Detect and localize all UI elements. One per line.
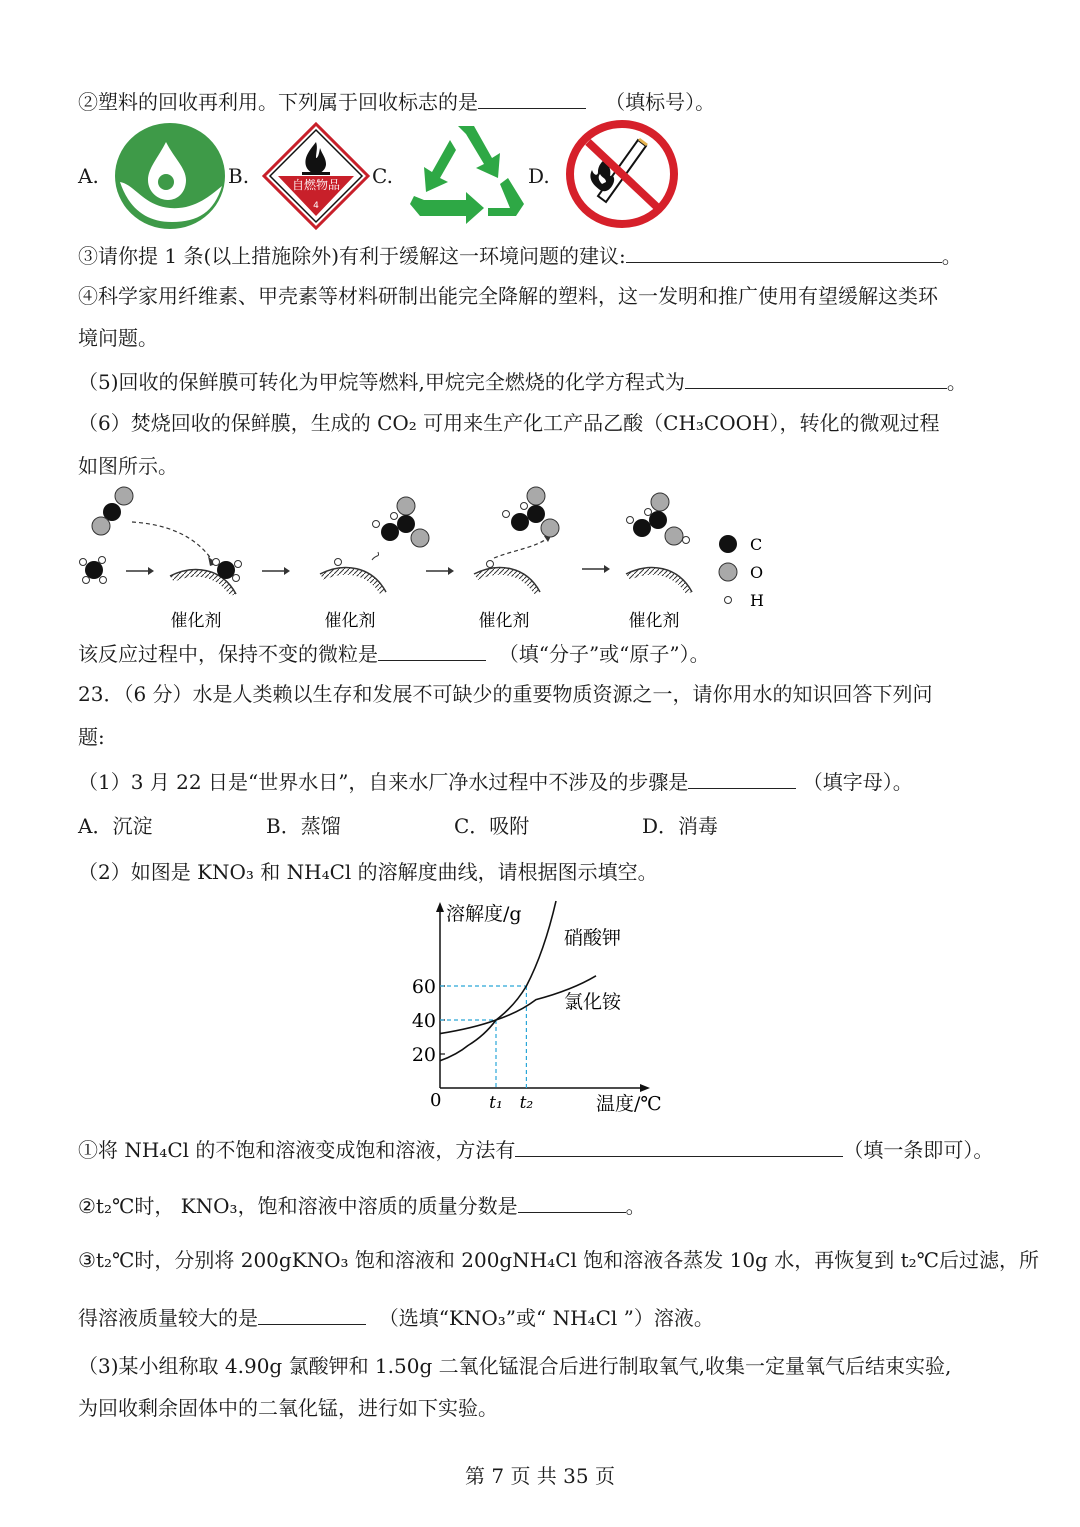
item4-line2: 境问题。 xyxy=(78,326,158,350)
s3-line2 xyxy=(78,1302,714,1332)
catalyst-surface-2 xyxy=(320,497,429,594)
q6-question: 该反应过程中，保持不变的微粒是 xyxy=(78,642,378,666)
q23-p1-hint: （填字母）。 xyxy=(802,770,913,794)
item2-hint: （填标号）。 xyxy=(605,90,716,114)
atom-legend xyxy=(719,535,764,610)
q6-hint: （填“分子”或“原子”）。 xyxy=(498,642,710,666)
no-fire-icon xyxy=(566,120,678,228)
y-tick-label: 60 xyxy=(411,976,436,998)
s1-text: ①将 NH₄Cl 的不饱和溶液变成饱和溶液，方法有 xyxy=(78,1138,516,1162)
s1-line xyxy=(78,1134,993,1164)
s2-line xyxy=(78,1190,646,1220)
answer-blank[interactable] xyxy=(626,240,942,263)
option-c-letter: C. xyxy=(372,164,393,188)
p1-option-d: D．消毒 xyxy=(642,814,719,838)
x-axis-label: 温度/℃ xyxy=(596,1093,662,1115)
option-b-letter: B. xyxy=(228,164,250,188)
answer-blank[interactable] xyxy=(515,1134,843,1157)
q6-line1: （6）焚烧回收的保鲜膜，生成的 CO₂ 可用来生产化工产品乙酸（CH₃COOH），转化的微观过程 xyxy=(78,411,940,435)
option-a-letter: A. xyxy=(78,164,99,188)
answer-blank[interactable] xyxy=(518,1190,626,1213)
catalyst-label: 催化剂 xyxy=(170,611,222,631)
item3-text: ③请你提 1 条(以上措施除外)有利于缓解这一环境问题的建议: xyxy=(78,244,626,268)
origin-label: 0 xyxy=(430,1090,442,1111)
catalyst-label: 催化剂 xyxy=(324,611,376,631)
x-axis-arrow xyxy=(640,1084,650,1092)
q6-question-line xyxy=(78,638,710,668)
catalyst-surface-4 xyxy=(626,493,692,594)
water-saving-icon xyxy=(114,122,226,230)
x-tick-label: t₁ xyxy=(489,1093,503,1113)
co2-molecule xyxy=(92,487,133,535)
x-tick-label: t₂ xyxy=(519,1093,534,1113)
item3-line xyxy=(78,240,962,270)
ch2-molecule xyxy=(80,557,107,584)
p1-option-c: C．吸附 xyxy=(454,814,530,838)
s3-text-b: （选填“KNO₃”或“ NH₄Cl ”）溶液。 xyxy=(378,1306,714,1330)
item3-end: 。 xyxy=(941,244,962,268)
s2-text: ②t₂℃时， KNO₃，饱和溶液中溶质的质量分数是 xyxy=(78,1194,518,1218)
q23-p2-line: （2）如图是 KNO₃ 和 NH₄Cl 的溶解度曲线，请根据图示填空。 xyxy=(78,860,658,884)
hazard-class-number: 4 xyxy=(313,201,319,211)
answer-blank[interactable] xyxy=(685,366,947,389)
y-axis-label: 溶解度/g xyxy=(446,903,522,925)
q23-p1-text: （1）3 月 22 日是“世界水日”，自来水厂净水过程中不涉及的步骤是 xyxy=(78,770,689,794)
series-nh4cl-label: 氯化铵 xyxy=(564,991,622,1013)
answer-blank[interactable] xyxy=(478,86,586,109)
answer-blank[interactable] xyxy=(688,766,796,789)
micro-process-diagram xyxy=(74,484,794,634)
s1-hint: （填一条即可）。 xyxy=(843,1138,994,1162)
y-axis-arrow xyxy=(436,902,444,912)
y-tick-label: 40 xyxy=(411,1010,436,1032)
option-d-letter: D. xyxy=(528,164,550,188)
catalyst-surface-1 xyxy=(170,559,242,597)
catalyst-label: 催化剂 xyxy=(628,611,680,631)
y-tick-label: 20 xyxy=(411,1044,436,1066)
p1-option-b: B．蒸馏 xyxy=(266,814,341,838)
recycle-icon xyxy=(406,120,528,230)
item4-line1: ④科学家用纤维素、甲壳素等材料研制出能完全降解的塑料，这一发明和推广使用有望缓解这类环 xyxy=(78,284,938,308)
answer-blank[interactable] xyxy=(258,1302,366,1325)
legend-c: C xyxy=(750,535,763,554)
s2-end: 。 xyxy=(625,1194,646,1218)
catalyst-surface-3 xyxy=(474,487,559,594)
legend-o: O xyxy=(750,563,764,582)
solubility-chart xyxy=(400,896,680,1126)
q5-text: （5)回收的保鲜膜可转化为甲烷等燃料,甲烷完全燃烧的化学方程式为 xyxy=(78,370,685,394)
p3-line2: 为回收剩余固体中的二氧化锰，进行如下实验。 xyxy=(78,1396,498,1420)
q23-stem-line1: 23．（6 分）水是人类赖以生存和发展不可缺少的重要物质资源之一，请你用水的知识回答下列问 xyxy=(78,682,933,706)
q23-p1-line xyxy=(78,766,913,796)
s3-line1: ③t₂℃时，分别将 200gKNO₃ 饱和溶液和 200gNH₄Cl 饱和溶液各蒸发 10g 水，再恢复到 t₂℃后过滤，所 xyxy=(78,1248,1040,1272)
series-kno3-label: 硝酸钾 xyxy=(564,927,622,949)
item2-line xyxy=(78,86,715,116)
s3-text-a: 得溶液质量较大的是 xyxy=(78,1306,258,1330)
hazard-label: 自燃物品 xyxy=(291,178,341,192)
catalyst-label: 催化剂 xyxy=(478,611,530,631)
legend-h: H xyxy=(750,591,764,610)
q23-stem-line2: 题: xyxy=(78,725,105,749)
q6-line2: 如图所示。 xyxy=(78,454,178,478)
flammable-solid-icon xyxy=(262,122,370,230)
q5-end: 。 xyxy=(946,370,967,394)
p3-line1: （3)某小组称取 4.90g 氯酸钾和 1.50g 二氧化锰混合后进行制取氧气,收集一定量氧气后结束实验, xyxy=(78,1354,952,1378)
p1-option-a: A．沉淀 xyxy=(78,814,153,838)
item2-text: ②塑料的回收再利用。下列属于回收标志的是 xyxy=(78,90,478,114)
page-footer: 第 7 页 共 35 页 xyxy=(465,1464,615,1488)
answer-blank[interactable] xyxy=(378,638,486,661)
q5-line xyxy=(78,366,967,396)
